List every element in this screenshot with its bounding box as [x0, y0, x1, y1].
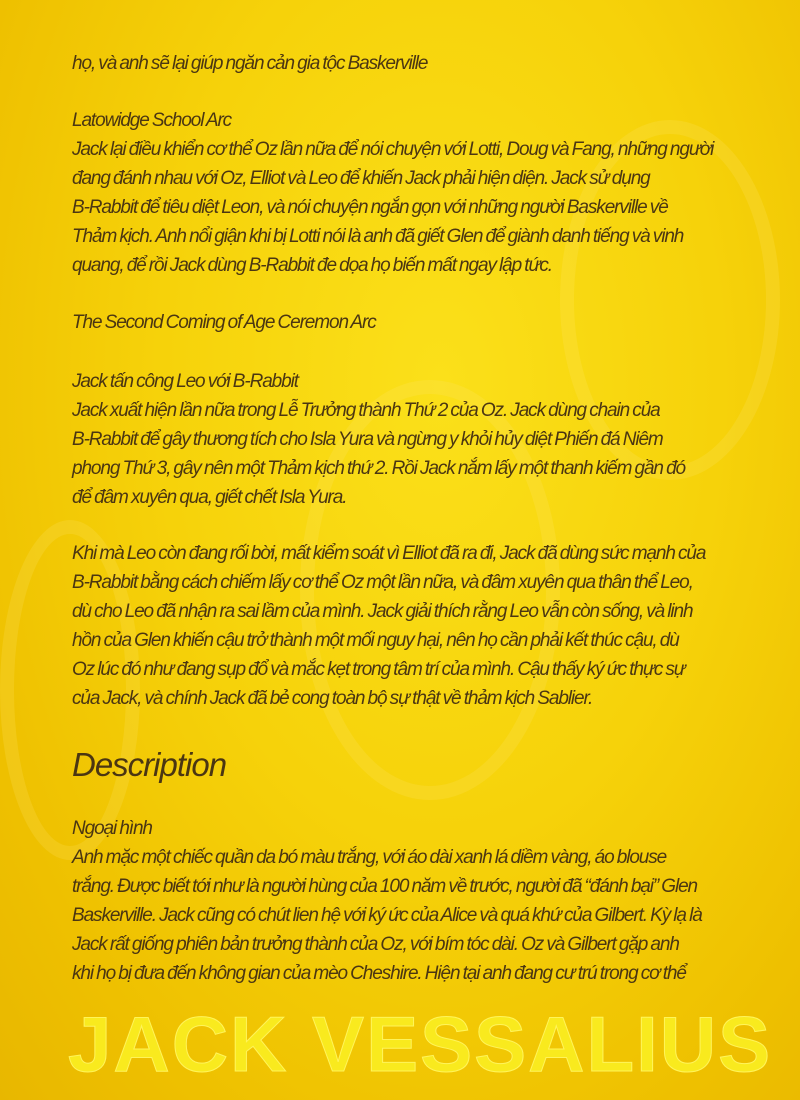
text-line: Thảm kịch. Anh nổi giận khi bị Lotti nói là anh đã giết Glen để giành danh tiếng và vinh — [72, 226, 684, 247]
text-line: phong Thứ 3, gây nên một Thảm kịch thứ 2. Rồi Jack nắm lấy một thanh kiếm gần đó — [72, 458, 686, 479]
text-line: Ngoại hình — [72, 818, 152, 839]
text-line: của Jack, và chính Jack đã bẻ cong toàn bộ sự thật về thảm kịch Sablier. — [72, 688, 593, 709]
text-line: The Second Coming of Age Ceremon Arc — [72, 312, 376, 333]
paragraph-leo-confusion — [72, 539, 788, 713]
text-line: Jack tấn công Leo với B-Rabbit — [72, 371, 298, 392]
paragraph-latowidge — [72, 106, 788, 280]
paragraph-jack-attacks-leo — [72, 367, 788, 512]
paragraph-second-coming-heading — [72, 308, 788, 337]
text-line: Baskerville. Jack cũng có chút lien hệ với ký ức của Alice và quá khứ của Gilbert. Kỳ lạ là — [72, 905, 702, 926]
text-line: hồn của Glen khiến cậu trở thành một mối nguy hại, nên họ cần phải kết thúc cậu, dù — [72, 630, 679, 651]
text-line: Anh mặc một chiếc quần da bó màu trắng, với áo dài xanh lá diềm vàng, áo blouse — [72, 847, 667, 868]
paragraph-intro — [72, 49, 788, 78]
text-line: họ, và anh sẽ lại giúp ngăn cản gia tộc Baskerville — [72, 53, 428, 74]
text-line: Latowidge School Arc — [72, 110, 232, 131]
paragraph-appearance — [72, 814, 788, 988]
text-line: trắng. Được biết tới như là người hùng của 100 năm về trước, người đã “đánh bại” Glen — [72, 876, 698, 897]
text-line: quang, để rồi Jack dùng B-Rabbit đe dọa họ biến mất ngay lập tức. — [72, 255, 552, 276]
description-heading: Description — [72, 746, 227, 783]
text-line: Oz lúc đó như đang sụp đổ và mắc kẹt trong tâm trí của mình. Cậu thấy ký ức thực sự — [72, 659, 685, 680]
text-line: để đâm xuyên qua, giết chết Isla Yura. — [72, 487, 347, 508]
text-line: B-Rabbit bằng cách chiếm lấy cơ thể Oz một lần nữa, và đâm xuyên qua thân thể Leo, — [72, 572, 693, 593]
text-line: B-Rabbit để tiêu diệt Leon, và nói chuyện ngắn gọn với những người Baskerville về — [72, 197, 668, 218]
text-line: Jack lại điều khiển cơ thể Oz lần nữa để nói chuyện với Lotti, Doug và Fang, những người — [72, 139, 714, 160]
text-line: đang đánh nhau với Oz, Elliot và Leo để khiến Jack phải hiện diện. Jack sử dụng — [72, 168, 650, 189]
text-line: Jack rất giống phiên bản trưởng thành của Oz, với bím tóc dài. Oz và Gilbert gặp anh — [72, 934, 679, 955]
text-line: B-Rabbit để gây thương tích cho Isla Yura và ngừng y khỏi hủy diệt Phiến đá Niêm — [72, 429, 663, 450]
text-line: khi họ bị đưa đến không gian của mèo Cheshire. Hiện tại anh đang cư trú trong cơ thể — [72, 963, 686, 984]
text-line: Jack xuất hiện lần nữa trong Lễ Trưởng thành Thứ 2 của Oz. Jack dùng chain của — [72, 400, 660, 421]
text-line: Khi mà Leo còn đang rối bời, mất kiểm soát vì Elliot đã ra đi, Jack đã dùng sức mạnh của — [72, 543, 706, 564]
character-name-title: JACK VESSALIUS — [68, 1000, 773, 1088]
text-line: dù cho Leo đã nhận ra sai lầm của mình. Jack giải thích rằng Leo vẫn còn sống, và linh — [72, 601, 693, 622]
